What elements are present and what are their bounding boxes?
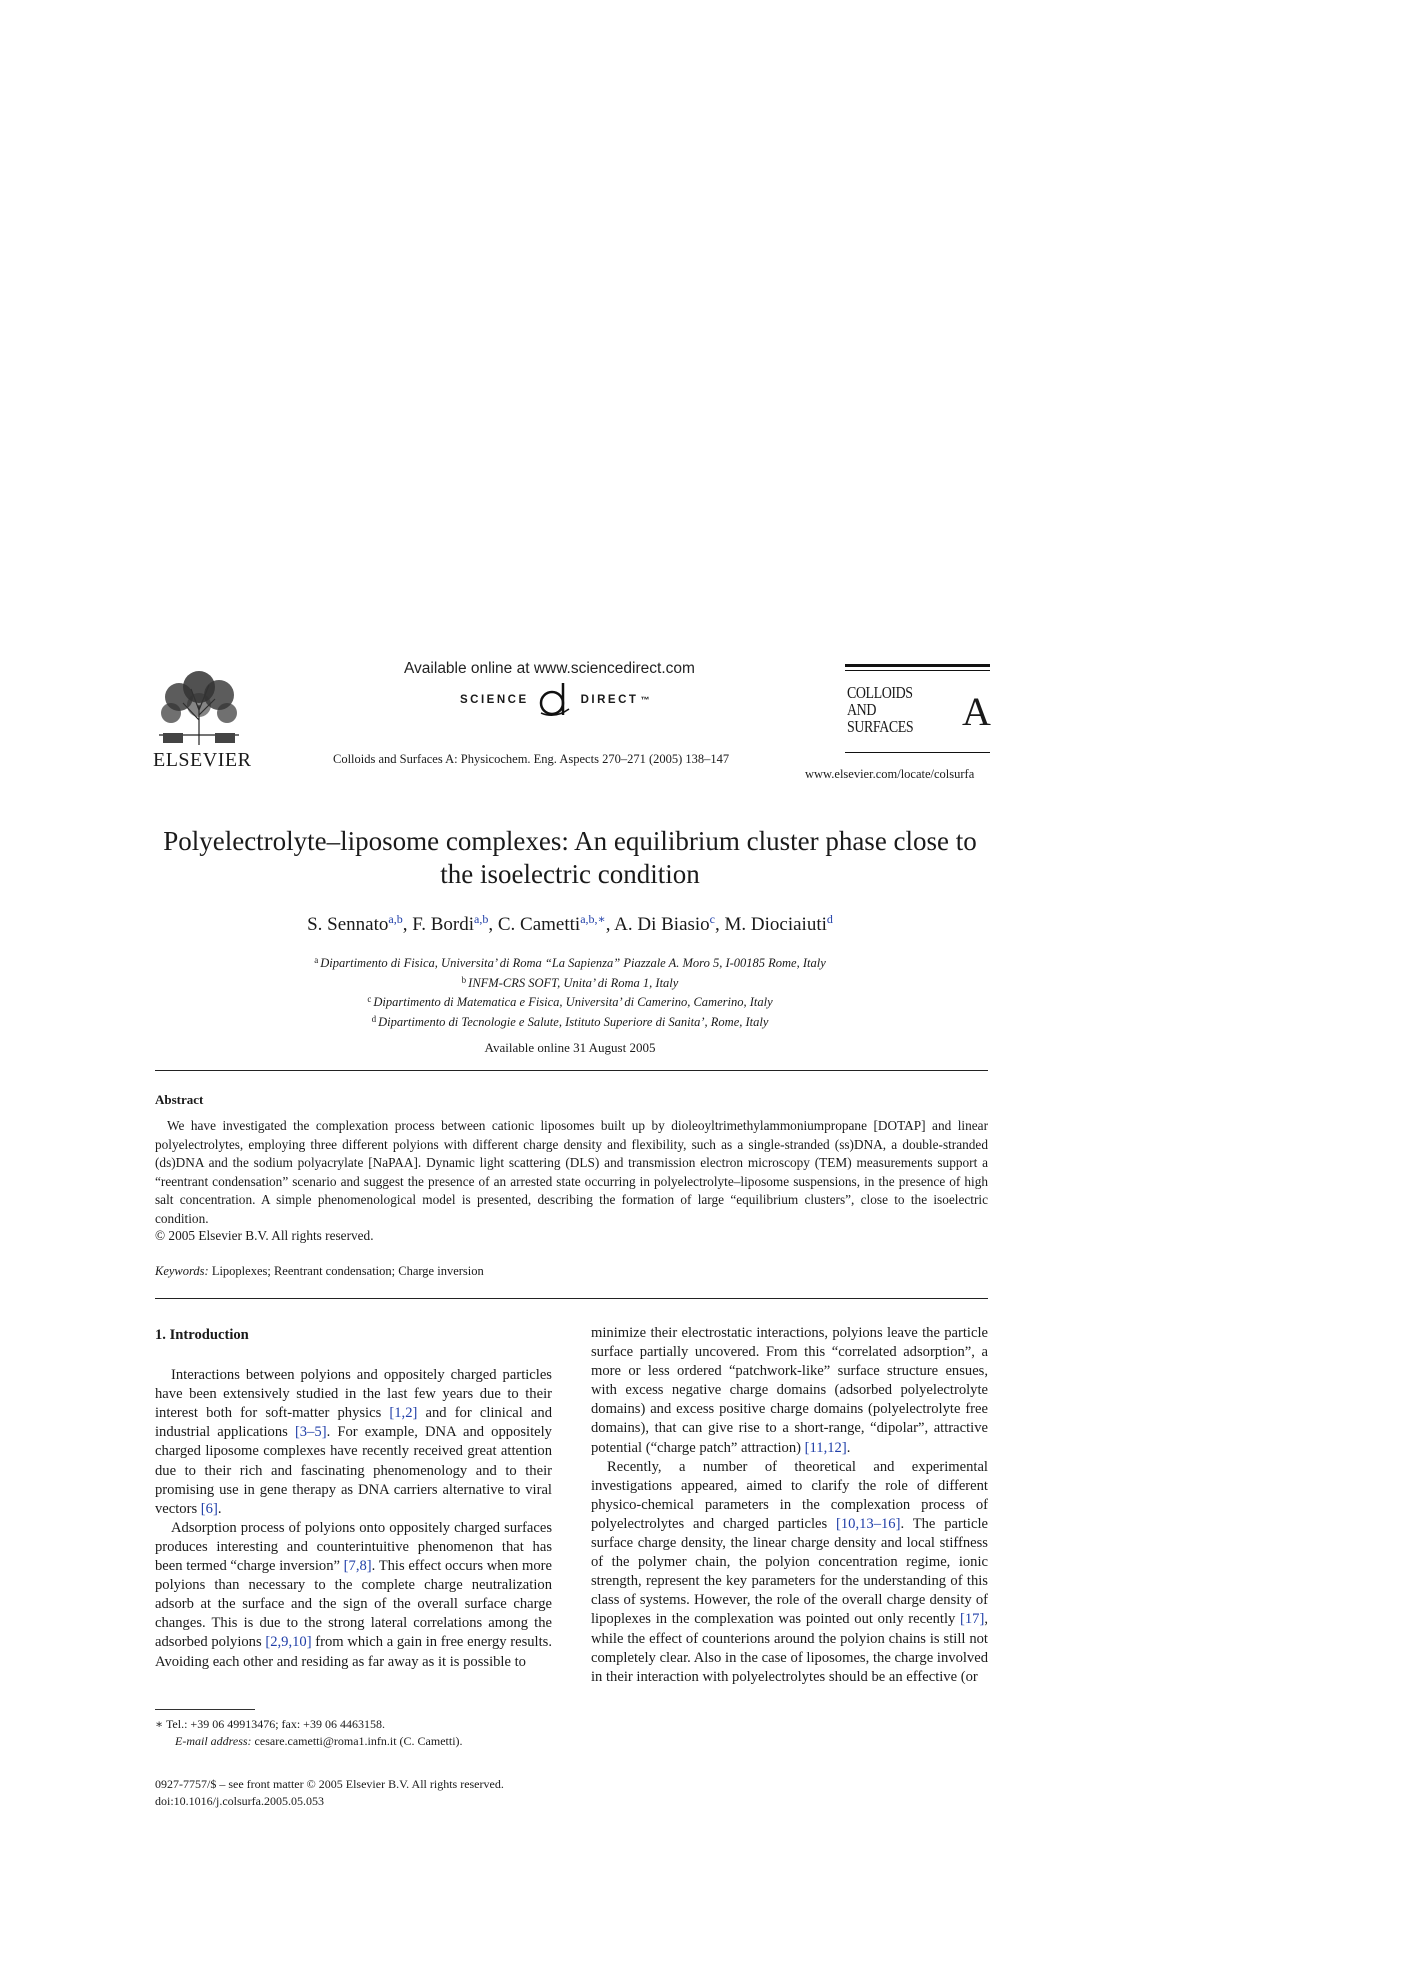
logo-rule-top [845,664,990,667]
section-heading: 1. Introduction [155,1327,249,1343]
elsevier-wordmark: ELSEVIER [153,749,252,771]
text-run: and for clinical and industrial applications [155,1405,552,1441]
citation-link[interactable]: [3–5] [294,1424,327,1441]
text-run: minimize their electrostatic interactions, polyions leave the particle surface partially uncovered. From this “correlated adsorption”, a more or less ordered “patchwork-like” surface structure ensues, with excess negative charge domains (adsorbed polyelectrolyte domains) and excess positive charge domains (polyelectrolyte free domains), that can give rise to a short-range, “dipolar”, attractive potential (“charge patch” attraction) [591,1325,988,1456]
text-run: . [846,1439,851,1456]
logo-letter: A [962,689,991,734]
keywords-line [155,1264,484,1279]
footnote-contact: ∗ Tel.: +39 06 49913476; fax: +39 06 4463158. [155,1717,385,1731]
affiliation-mark: c [367,994,372,1004]
author-affil-link[interactable]: d [826,912,833,926]
logo-word-3: SURFACES [847,717,914,736]
citation-link[interactable]: [7,8] [343,1558,372,1575]
sd-science-word: SCIENCE [460,694,529,706]
text-run: . For example, DNA and oppositely charged liposome complexes have recently received great attention due to their rich and fascinating phenomenology and to their promising use in gene therapy as DNA carriers alternative to viral vectors [155,1424,552,1517]
citation-link[interactable]: [17] [960,1611,985,1628]
journal-citation: Colloids and Surfaces A: Physicochem. Eng. Aspects 270–271 (2005) 138–147 [333,752,730,766]
corresponding-author-footnote [155,1716,575,1750]
text-run: from which a gain in free energy results. Avoiding each other and residing as far away as it is possible to [155,1634,552,1670]
trademark-icon: ™ [640,695,652,705]
text-run: Adsorption process of polyions onto oppositely charged surfaces produces interesting and counterintuitive phenomenon that has been termed “charge inversion” [155,1519,552,1575]
affiliation-text: Dipartimento di Matematica e Fisica, Universita’ di Camerino, Camerino, Italy [373,995,773,1009]
affiliation-text: Dipartimento di Fisica, Universita’ di Roma “La Sapienza” Piazzale A. Moro 5, I-00185 Rome, Italy [320,956,826,970]
article-title: Polyelectrolyte–liposome complexes: An equilibrium cluster phase close to the isoelectric condition [163,826,977,889]
colloids-surfaces-logo [845,664,990,754]
author-name: S. Sennato [307,914,389,935]
text-run: Recently, a number of theoretical and experimental investigations appeared, aimed to clarify the role of different physico-chemical parameters in the complexation process of polyelectrolytes and charged particles [591,1458,988,1532]
article-front-matter [155,1776,655,1810]
affiliation-mark: d [371,1013,377,1024]
citation-link[interactable]: [6] [200,1500,218,1517]
text-run: , while the effect of counterions around the polyion chains is still not completely clear. Also in the case of liposomes, the charge involved in their interaction with polyelectrolytes should be an effective (or [591,1611,988,1685]
affiliation-text: INFM-CRS SOFT, Unita’ di Roma 1, Italy [468,975,679,990]
logo-rule-bottom [845,752,990,753]
sciencedirect-d-icon [537,679,573,722]
author-list: S. Sennato$^{a,b}$, F. Bordi$^{a,b}$, C. Cametti$^{a,b,∗}$, A. Di Biasio$^c$, M. Diociaiuti$^d$ [307,912,833,935]
divider-top [155,1070,988,1071]
keywords-label: Keywords: [155,1264,209,1278]
logo-word-1: COLLOIDS [847,683,913,702]
citation-link[interactable]: [11,12] [804,1439,847,1456]
keywords-values: Lipoplexes; Reentrant condensation; Charge inversion [211,1264,484,1278]
left-column [155,1326,552,1672]
affiliation-item [150,972,990,992]
text-run: . This effect occurs when more polyions than necessary to the complete charge neutralization adsorb at the surface and the sign of the overall surface charge changes. This is due to the strong lateral correlations among the adsorbed polyions [155,1558,552,1651]
logo-rule-thin [845,670,990,671]
abstract-copyright: © 2005 Elsevier B.V. All rights reserved. [155,1228,374,1243]
author-affil-link[interactable]: a,b,∗ [580,912,606,926]
footnote-rule [155,1709,255,1710]
sciencedirect-logo [460,680,652,720]
author-name: F. Bordi [412,914,475,935]
footnote-email-line [155,1733,575,1750]
affiliation-text: Dipartimento di Tecnologie e Salute, Istituto Superiore di Sanita’, Rome, Italy [378,1014,769,1029]
author-name: C. Cametti [497,914,581,935]
logo-words [847,684,913,735]
available-online-banner[interactable]: Available online at www.sciencedirect.com [404,660,695,677]
sd-direct-word: DIRECT [580,694,639,706]
journal-url[interactable]: www.elsevier.com/locate/colsurfa [805,767,975,781]
logo-word-2: AND [847,700,876,719]
email-address[interactable]: cesare.cametti@roma1.infn.it (C. Cametti). [254,1734,463,1748]
paragraph [591,1324,988,1458]
citation-link[interactable]: [2,9,10] [265,1634,312,1651]
affiliation-item [150,952,990,972]
abstract-text: We have investigated the complexation process between cationic liposomes built up by dioleoyltrimethylammoniumpropane [DOTAP] and linear polyelectrolytes, employing three different polyions with different charge density and flexibility, such as a single-stranded (ss)DNA, a double-stranded (ds)DNA and the sodium polyacrylate [NaPAA]. Dynamic light scattering (DLS) and transmission electron microscopy (TEM) measurements support a “reentrant condensation” scenario and suggest the presence of an arrested state occurring in polyelectrolyte–liposome suspensions, in the presence of high salt concentration. A simple phenomenological model is presented, describing the formation of large “equilibrium clusters”, close to the isoelectric condition. [155,1118,988,1226]
affiliation-mark: a [314,955,319,965]
text-run: Interactions between polyions and oppositely charged particles have been extensively studied in the last few years due to their interest both for soft-matter physics [155,1367,552,1422]
author-name: A. Di Biasio [614,914,710,935]
citation-link[interactable]: [1,2] [389,1405,418,1422]
affiliation-item [150,991,990,1011]
affiliation-list [150,952,990,1030]
paragraph [155,1366,552,1519]
abstract-heading: Abstract [155,1092,204,1107]
elsevier-tree-icon [153,665,245,747]
author-affil-link[interactable]: a,b [474,912,489,926]
citation-link[interactable]: [10,13–16] [836,1515,901,1532]
available-online-date: Available online 31 August 2005 [484,1040,656,1055]
right-column [591,1324,988,1687]
text-run: . The particle surface charge density, the linear charge density and local stiffness of the polymer chain, the polyion concentration regime, ionic strength, represent the key parameters for the understanding of this class of systems. However, the role of the overall charge density of lipoplexes in the complexation was pointed out only recently [591,1515,988,1628]
author-name: M. Diociaiuti [724,914,827,935]
author-affil-link[interactable]: a,b [388,912,403,926]
affiliation-item [150,1011,990,1031]
text-run: . [217,1500,222,1517]
elsevier-logo [153,665,252,772]
issn-line: 0927-7757/$ – see front matter © 2005 Elsevier B.V. All rights reserved. [155,1777,504,1791]
doi-line[interactable]: doi:10.1016/j.colsurfa.2005.05.053 [155,1794,324,1808]
paragraph [591,1458,988,1687]
paragraph [155,1519,552,1672]
divider-bottom [155,1298,988,1299]
affiliation-mark: b [461,974,467,985]
author-affil-link[interactable]: c [709,912,715,926]
email-label: E-mail address: [175,1734,252,1748]
